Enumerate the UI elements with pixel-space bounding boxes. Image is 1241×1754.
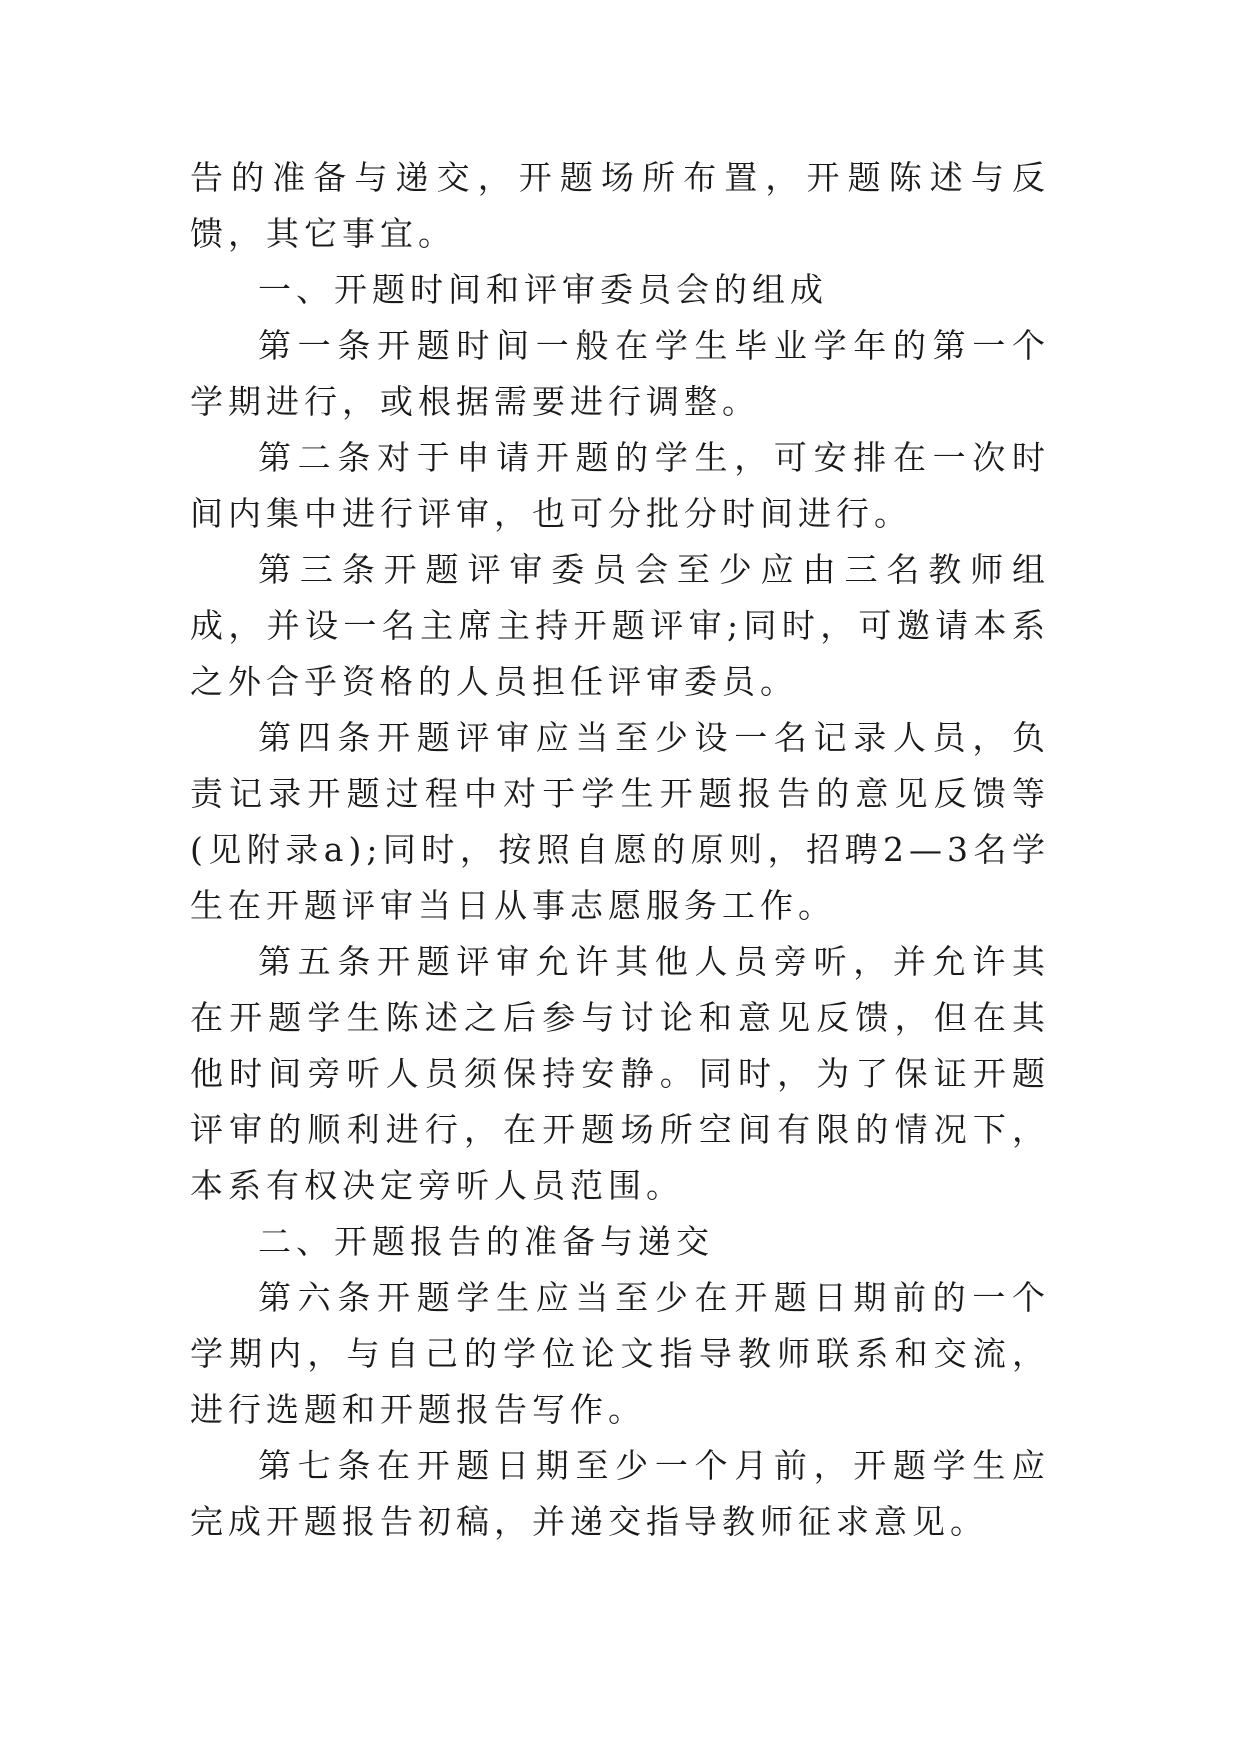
article-5: 第五条开题评审允许其他人员旁听，并允许其在开题学生陈述之后参与讨论和意见反馈，但在其他时间旁听人员须保持安静。同时，为了保证开题评审的顺利进行，在开题场所空间有限的情况下，本系有权决定旁听人员范围。 bbox=[190, 942, 1050, 1205]
document-page bbox=[190, 150, 1050, 1550]
article-7: 第七条在开题日期至少一个月前，开题学生应完成开题报告初稿，并递交指导教师征求意见。 bbox=[190, 1446, 1050, 1541]
article-4: 第四条开题评审应当至少设一名记录人员，负责记录开题过程中对于学生开题报告的意见反馈等(见附录a);同时，按照自愿的原则，招聘2—3名学生在开题评审当日从事志愿服务工作。 bbox=[190, 718, 1050, 925]
paragraph-continuation: 告的准备与递交，开题场所布置，开题陈述与反馈，其它事宜。 bbox=[190, 158, 1050, 253]
section-heading-2: 二、开题报告的准备与递交 bbox=[258, 1222, 714, 1261]
article-2: 第二条对于申请开题的学生，可安排在一次时间内集中进行评审，也可分批分时间进行。 bbox=[190, 438, 1050, 533]
article-3: 第三条开题评审委员会至少应由三名教师组成，并设一名主席主持开题评审;同时，可邀请本系之外合乎资格的人员担任评审委员。 bbox=[190, 550, 1050, 701]
article-1: 第一条开题时间一般在学生毕业学年的第一个学期进行，或根据需要进行调整。 bbox=[190, 326, 1050, 421]
section-heading-1: 一、开题时间和评审委员会的组成 bbox=[258, 270, 828, 309]
article-6: 第六条开题学生应当至少在开题日期前的一个学期内，与自己的学位论文指导教师联系和交流，进行选题和开题报告写作。 bbox=[190, 1278, 1050, 1429]
